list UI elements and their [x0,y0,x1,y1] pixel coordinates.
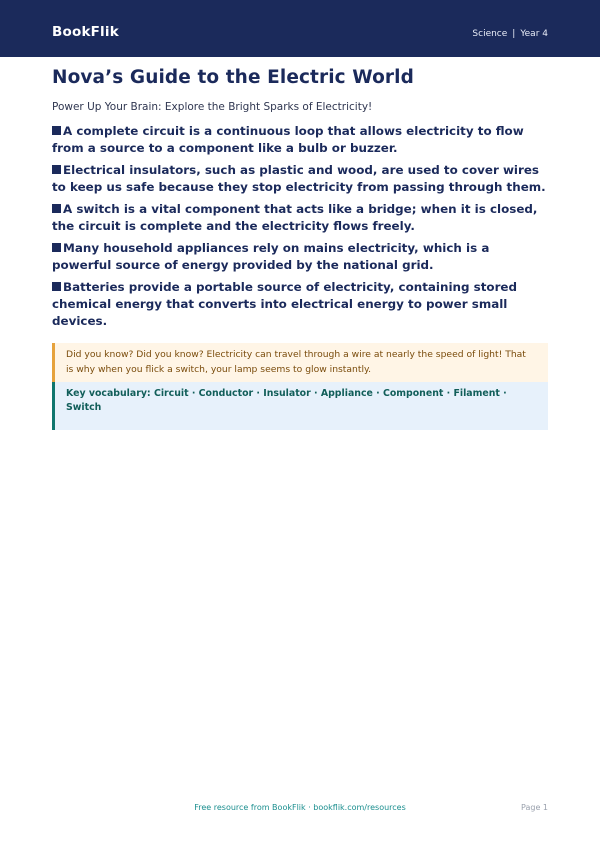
key-points-list [52,123,548,330]
bullet-square-icon [52,282,61,291]
bullet-square-icon [52,126,61,135]
list-item [52,279,548,330]
meta-separator: | [512,29,516,39]
brand-name: BookFlik [52,24,119,40]
header-meta [472,28,548,40]
main-content [52,66,548,430]
point-text: Batteries provide a portable source of electricity, containing stored chemical energy that converts into electrical energy to power small devices. [52,280,518,328]
page-title: Nova’s Guide to the Electric World [52,67,414,88]
bullet-square-icon [52,204,61,213]
bullet-square-icon [52,243,61,252]
subject-label: Science [472,29,508,39]
list-item [52,240,548,274]
page-footer [0,802,600,816]
point-text: Electrical insulators, such as plastic and wood, are used to cover wires to keep us safe because they stop electricity from passing through them. [52,163,546,194]
footer-resource-link[interactable]: Free resource from BookFlik · bookflik.com/resources [194,803,406,812]
year-label: Year 4 [520,29,548,39]
key-vocabulary-box: Key vocabulary: Circuit · Conductor · Insulator · Appliance · Component · Filament · Switch [52,382,548,430]
point-text: Many household appliances rely on mains electricity, which is a powerful source of energy provided by the national grid. [52,241,490,272]
point-text: A switch is a vital component that acts like a bridge; when it is closed, the circuit is complete and the electricity flows freely. [52,202,538,233]
list-item [52,123,548,157]
page-header [0,0,600,57]
did-you-know-callout: Did you know? Did you know? Electricity can travel through a wire at nearly the speed of light! That is why when you flick a switch, your lamp seems to glow instantly. [52,343,548,382]
page-number: Page 1 [521,803,548,812]
bullet-square-icon [52,165,61,174]
list-item [52,162,548,196]
page-subtitle: Power Up Your Brain: Explore the Bright Sparks of Electricity! [52,101,373,113]
list-item [52,201,548,235]
point-text: A complete circuit is a continuous loop that allows electricity to flow from a source to a component like a bulb or buzzer. [52,124,524,155]
